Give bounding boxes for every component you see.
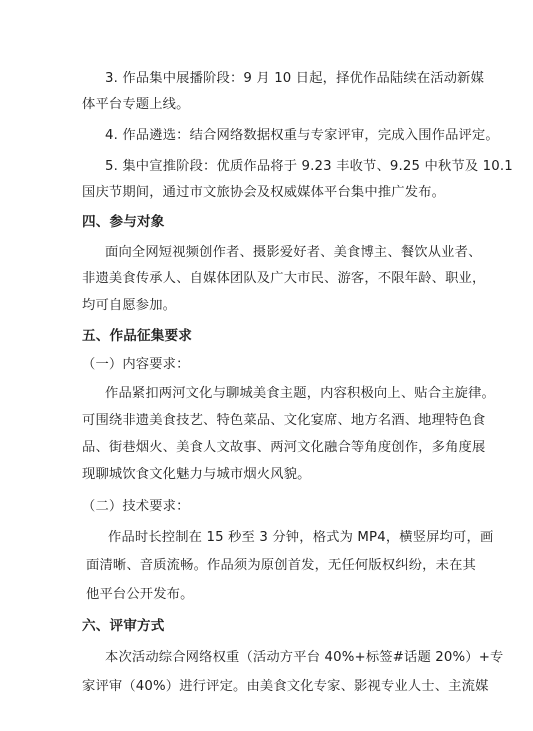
section-5-sub2-title: （二）技术要求： xyxy=(82,499,190,514)
section-6-title: 六、评审方式 xyxy=(82,618,165,634)
section-6-line-2: 家评审（40%）进行评定。由美食文化专家、影视专业人士、主流媒 xyxy=(82,679,489,694)
section-5-sub2-line-3: 他平台公开发布。 xyxy=(86,587,194,602)
section-5-sub2-line-2: 面清晰、音质流畅。作品须为原创首发，无任何版权纠纷，未在其 xyxy=(86,558,476,573)
section-5-sub1-line-4: 现聊城饮食文化魅力与城市烟火风貌。 xyxy=(82,467,311,482)
section-4-line-2: 非遗美食传承人、自媒体团队及广大市民、游客，不限年龄、职业， xyxy=(82,271,486,286)
phase5-line-1: 5. 集中宣推阶段：优质作品将于 9.23 丰收节、9.25 中秋节及 10.1 xyxy=(105,159,513,174)
section-5-sub1-title: （一）内容要求： xyxy=(82,357,190,372)
section-5-sub1-line-3: 品、街巷烟火、美食人文故事、两河文化融合等角度创作，多角度展 xyxy=(82,440,486,455)
phase3-line-1: 3. 作品集中展播阶段：9 月 10 日起，择优作品陆续在活动新媒 xyxy=(105,71,485,86)
phase5-line-2: 国庆节期间，通过市文旅协会及权威媒体平台集中推广发布。 xyxy=(82,185,446,200)
section-4-line-1: 面向全网短视频创作者、摄影爱好者、美食博主、餐饮从业者、 xyxy=(105,245,482,260)
section-5-sub1-line-2: 可围绕非遗美食技艺、特色菜品、文化宴席、地方名酒、地理特色食 xyxy=(82,413,486,428)
section-4-line-3: 均可自愿参加。 xyxy=(82,298,177,313)
section-6-line-1: 本次活动综合网络权重（活动方平台 40%+标签#话题 20%）+专 xyxy=(105,650,504,665)
phase3-line-2: 体平台专题上线。 xyxy=(82,97,190,112)
section-5-sub2-line-1: 作品时长控制在 15 秒至 3 分钟，格式为 MP4，横竖屏均可，画 xyxy=(108,530,494,545)
section-5-sub1-line-1: 作品紧扣两河文化与聊城美食主题，内容积极向上、贴合主旋律。 xyxy=(105,386,495,401)
section-4-title: 四、参与对象 xyxy=(82,214,165,230)
section-5-title: 五、作品征集要求 xyxy=(82,328,192,344)
phase4-line-1: 4. 作品遴选：结合网络数据权重与专家评审，完成入围作品评定。 xyxy=(105,128,499,143)
